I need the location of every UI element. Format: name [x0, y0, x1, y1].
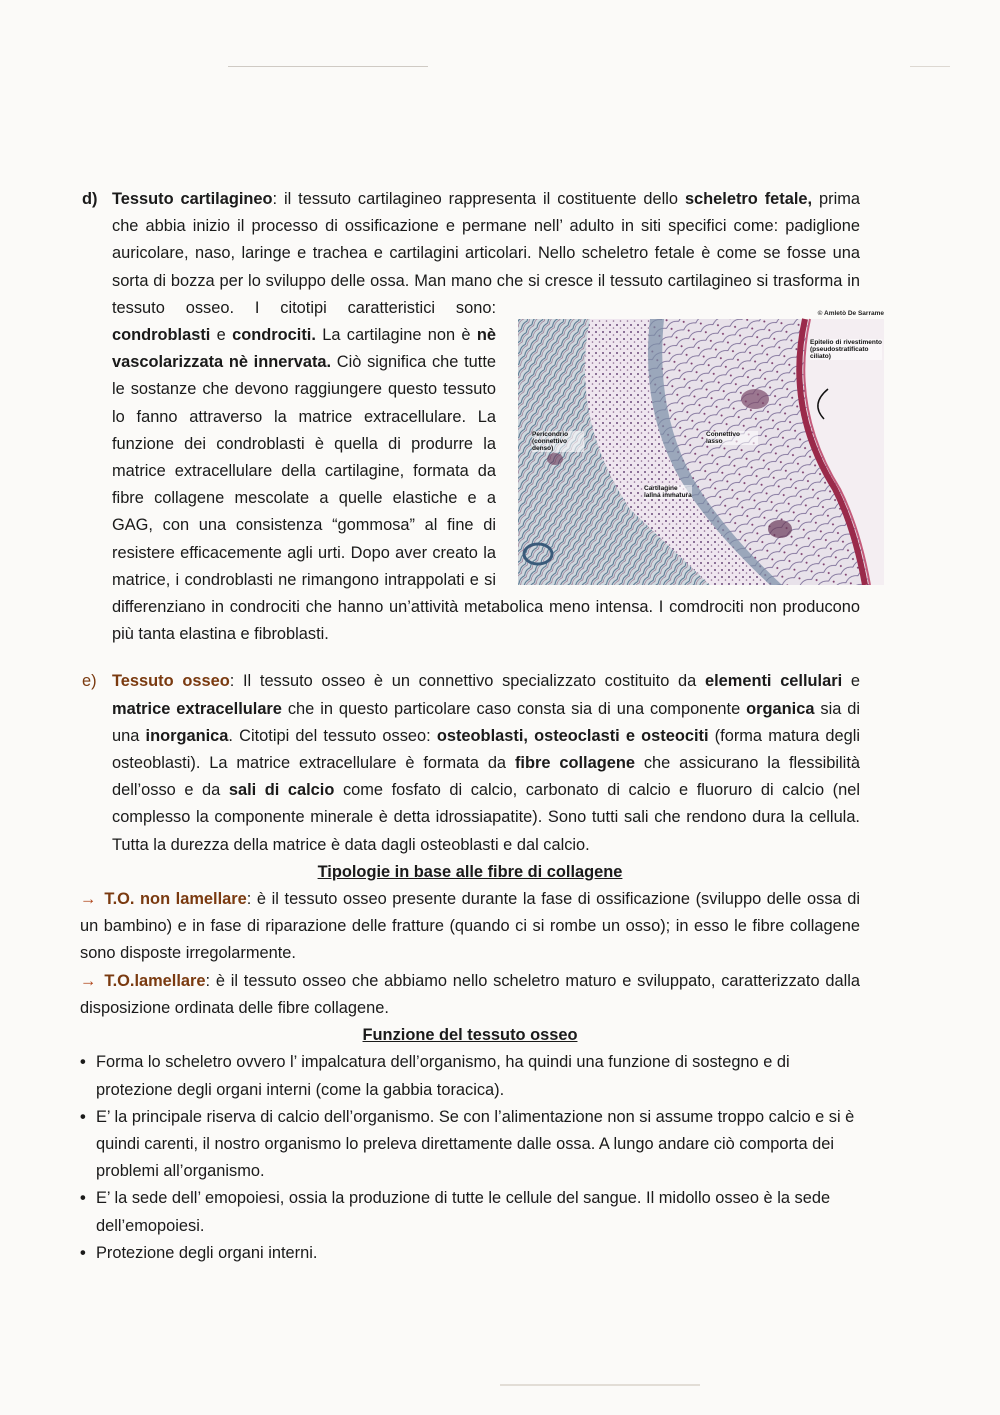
list-item: • Protezione degli organi interni. — [80, 1240, 860, 1267]
text-run: : il tessuto cartilagineo rappresenta il costituente dello — [272, 190, 685, 208]
histology-figure — [510, 309, 884, 585]
bottom-edge-line — [500, 1384, 700, 1386]
list-item: • E’ la principale riserva di calcio dell’organismo. Se con l’alimentazione non si assume troppo calcio e si è quindi carenti, il nostro organismo lo preleva direttamente dalle ossa. A lungo andare ciò comporta dei problemi all’organismo. — [80, 1104, 860, 1186]
label-pericondrio: Pericondrio (connettivo denso) — [532, 431, 584, 452]
cartilage-title: Tessuto cartilagineo — [112, 190, 273, 208]
bold-run: inorganica — [145, 726, 229, 745]
item-text: : è il tessuto osseo che abbiamo nello scheletro maturo e sviluppato, caratterizzato dalla disposizione ordinata delle fibre collagene. — [80, 971, 860, 1017]
document-page — [80, 186, 884, 1267]
item-text: : è il tessuto osseo presente durante la fase di ossificazione (sviluppo delle ossa di un bambino) e in fase di riparazione delle fratture (quando ci si rombe un osso); in esso le fibre collagene sono disposte irregolarmente. — [80, 890, 860, 963]
text-run: e — [210, 326, 233, 345]
arrow-icon: → — [80, 971, 97, 990]
bold-run: osteoblasti, osteoclasti e osteociti — [436, 726, 709, 745]
bold-run: organica — [746, 699, 815, 718]
text-run: che assicurano la flessibilità dell’osso e da — [112, 754, 860, 800]
item-title: T.O. non lamellare — [104, 890, 247, 909]
text-run: . Citotipi del tessuto osseo: — [228, 726, 437, 745]
bone-paragraph — [112, 668, 860, 858]
text-run: La cartilagine non è — [315, 326, 477, 345]
text-run: e — [842, 672, 860, 691]
bold-run: elementi cellulari — [704, 672, 843, 691]
bold-run: matrice extracellulare — [112, 699, 282, 718]
figure-credit: © Amletò De Sarrame — [817, 309, 884, 317]
arrow-icon: → — [80, 890, 97, 909]
item-title: T.O.lamellare — [104, 971, 206, 990]
section-marker-d: d) — [82, 190, 98, 208]
label-connettivo: Connettivo lasso — [706, 431, 758, 445]
text-run: che in questo particolare caso consta sia di una componente — [281, 699, 747, 718]
section-bone — [80, 668, 860, 858]
tipologie-heading: Tipologie in base alle fibre di collagene — [317, 862, 623, 881]
tipologia-lamellare — [80, 968, 860, 1022]
text-run: sia di una — [112, 699, 860, 745]
list-item: • E’ la sede dell’ emopoiesi, ossia la produzione di tutte le cellule del sangue. Il midollo osseo è la sede dell’emopoiesi. — [80, 1185, 860, 1239]
bold-run: sali di calcio — [228, 781, 335, 800]
bold-run: condrociti. — [232, 326, 316, 345]
bone-title: Tessuto osseo — [112, 672, 230, 691]
bold-run: nè vascolarizzata nè innervata. — [112, 326, 496, 372]
text-run: : Il tessuto osseo è un connettivo specializzato costituito da — [229, 672, 705, 691]
funzione-list — [80, 1049, 860, 1267]
top-edge-line-right — [910, 66, 950, 67]
label-cartilagine: Cartilagine ialina immatura — [644, 484, 692, 499]
bold-run: scheletro fetale, — [684, 190, 813, 208]
funzione-heading: Funzione del tessuto osseo — [362, 1026, 578, 1045]
bold-run: condroblasti — [112, 326, 211, 345]
section-marker-e: e) — [82, 672, 97, 691]
top-edge-line — [228, 66, 428, 67]
spacer — [80, 648, 860, 668]
text-run: (forma matura degli osteoblasti). La matrice extracellulare è formata da — [112, 726, 860, 773]
text-run: Ciò significa che tutte le sostanze che devono raggiungere questo tessuto lo fanno attraverso la matrice extracellulare. La funzione dei condroblasti è quella di produrre la matrice extracellulare della cartilagine, formata da fibre collagene mescolate a quelle elastiche e a GAG, con una consistenza “gommosa” al fine di resistere efficacemente agli urti. Dopo aver creato la matrice, i condroblasti ne rimangono intrappolati e si differenziano in condrociti che hanno un’attività metabolica meno intensa. I comdrociti non producono più tanta elastina e fibroblasti. — [112, 353, 860, 644]
text-run: prima che abbia inizio il processo di ossificazione e permane nell’ adulto in siti specifici come: padiglione auricolare, naso, laringe e trachea e cartilagini articolari. Nello scheletro fetale è come se fosse una sorta di bozza per lo sviluppo delle ossa. Man mano che si cresce il tessuto cartilagineo si trasforma in tessuto osseo. I citotipi caratteristici sono: — [112, 190, 860, 317]
label-epitelio: Epitelio di rivestimento (pseudostratificato ciliato) — [810, 338, 882, 360]
list-item: • Forma lo scheletro ovvero l’ impalcatura dell’organismo, ha quindi una funzione di sostegno e di protezione degli organi interni (come la gabbia toracica). — [80, 1049, 860, 1103]
bold-run: fibre collagene — [514, 754, 635, 773]
text-run: come fosfato di calcio, carbonato di calcio e fluoruro di calcio (nel complesso la componente minerale è detta idrossiapatite). Sono tutti sali che rendono dura la cellula. Tutta la durezza della matrice è data dagli osteoblasti e dal calcio. — [112, 781, 860, 854]
cartilage-paragraph — [112, 186, 884, 648]
tipologia-non-lamellare — [80, 886, 860, 968]
section-cartilage — [80, 186, 884, 648]
